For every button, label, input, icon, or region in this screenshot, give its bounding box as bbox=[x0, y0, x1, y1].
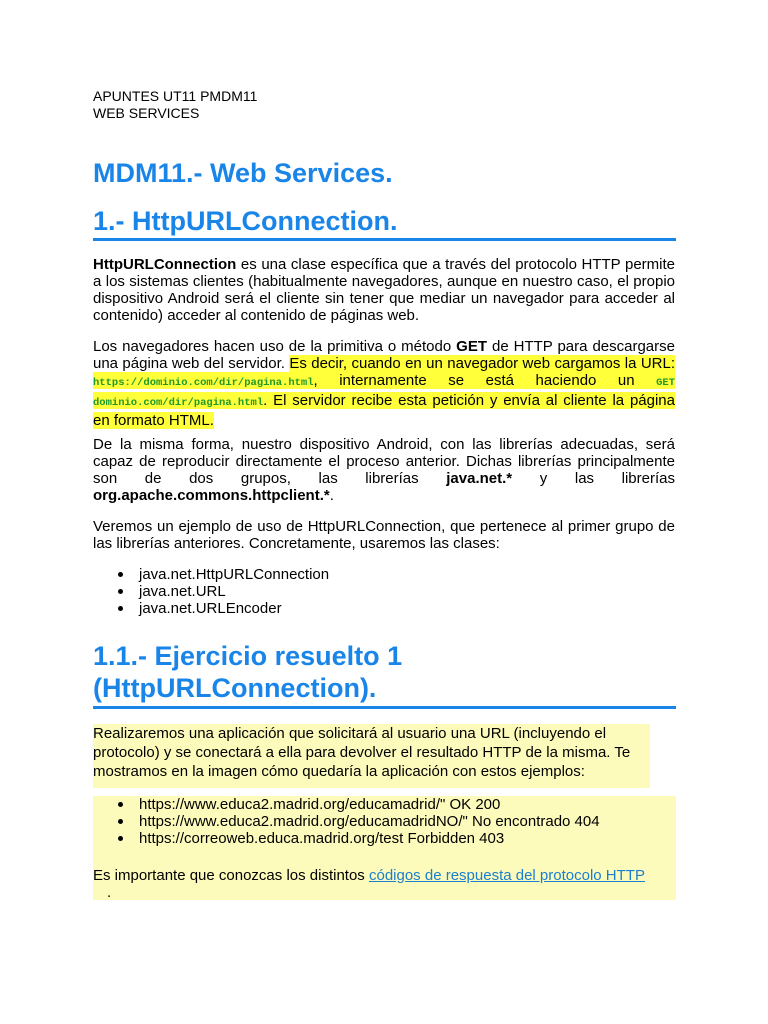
examples-list bbox=[93, 796, 675, 847]
term-java-net: java.net.* bbox=[446, 470, 513, 487]
paragraph-libraries bbox=[93, 436, 675, 504]
header-line-1: APUNTES UT11 PMDM11 bbox=[93, 88, 258, 104]
list-item: java.net.URLEncoder bbox=[93, 600, 675, 617]
term-httpurlconnection: HttpURLConnection bbox=[93, 256, 237, 273]
document-title: MDM11.- Web Services. bbox=[93, 158, 393, 188]
classes-list bbox=[93, 566, 675, 617]
paragraph-libraries-text-a: De la misma forma, nuestro dispositivo Android, con las librerías adecuadas, será capaz de reproducir directamente el proceso anterior. Dichas librerías principalmente son de dos grupos, las librerías bbox=[93, 436, 675, 487]
http-response-codes-link[interactable]: códigos de respuesta del protocolo HTTP bbox=[368, 867, 645, 884]
paragraph-example: Veremos un ejemplo de uso de HttpURLConnection, que pertenece al primer grupo de las librerías anteriores. Concretamente, usaremos las clases: bbox=[93, 518, 675, 552]
section-1-1-rule bbox=[93, 706, 676, 709]
section-1-1-heading-line-1: 1.1.- Ejercicio resuelto 1 bbox=[93, 641, 403, 671]
term-apache-httpclient: org.apache.commons.httpclient.* bbox=[93, 487, 330, 504]
note-text: Es importante que conozcas los distintos bbox=[93, 867, 369, 884]
paragraph-get-text-b: de HTTP para descargarse una página web del servidor. bbox=[93, 338, 675, 372]
highlight-text-c: . El servidor recibe esta petición y envía al cliente la página en formato HTML. bbox=[93, 392, 675, 429]
list-item: java.net.URL bbox=[93, 583, 675, 600]
document-header bbox=[93, 88, 257, 122]
term-get: GET bbox=[456, 338, 488, 355]
note-end: . bbox=[107, 884, 112, 901]
section-1-1-heading-line-2: (HttpURLConnection). bbox=[93, 673, 377, 703]
header-line-2: WEB SERVICES bbox=[93, 105, 200, 121]
code-get-request: GET dominio.com/dir/pagina.html bbox=[93, 377, 675, 409]
exercise-intro: Realizaremos una aplicación que solicitará al usuario una URL (incluyendo el protocolo) y se conectará a ella para devolver el resultado HTTP de la misma. Te mostramos en la imagen cómo quedaría la aplicación con estos ejemplos: bbox=[93, 725, 631, 780]
list-item: https://www.educa2.madrid.org/educamadridNO/" No encontrado 404 bbox=[93, 813, 675, 830]
paragraph-get-text-a: Los navegadores hacen uso de la primitiva o método bbox=[93, 338, 457, 355]
code-url: https://dominio.com/dir/pagina.html bbox=[93, 377, 314, 389]
highlight-text-a: Es decir, cuando en un navegador web cargamos la URL: bbox=[289, 355, 675, 372]
section-1-heading: 1.- HttpURLConnection. bbox=[93, 206, 398, 236]
list-item: https://www.educa2.madrid.org/educamadrid/" OK 200 bbox=[93, 796, 675, 813]
paragraph-libraries-text-mid: y las librerías bbox=[512, 470, 675, 487]
list-item: java.net.HttpURLConnection bbox=[93, 566, 675, 583]
section-1-1-heading bbox=[93, 640, 402, 704]
highlight-text-b: , internamente se está haciendo un bbox=[313, 372, 657, 389]
section-1-rule bbox=[93, 238, 676, 241]
paragraph-get bbox=[93, 338, 675, 429]
list-item: https://correoweb.educa.madrid.org/test Forbidden 403 bbox=[93, 830, 675, 847]
paragraph-libraries-end: . bbox=[329, 487, 334, 504]
response-codes-note bbox=[93, 867, 675, 902]
paragraph-intro-text: es una clase específica que a través del protocolo HTTP permite a los sistemas clientes (habitualmente navegadores, aunque en nuestro caso, el propio dispositivo Android será el cliente sin tener que mediar un navegador para acceder al contenido) acceder al contenido de páginas web. bbox=[93, 256, 675, 324]
paragraph-intro bbox=[93, 256, 675, 324]
